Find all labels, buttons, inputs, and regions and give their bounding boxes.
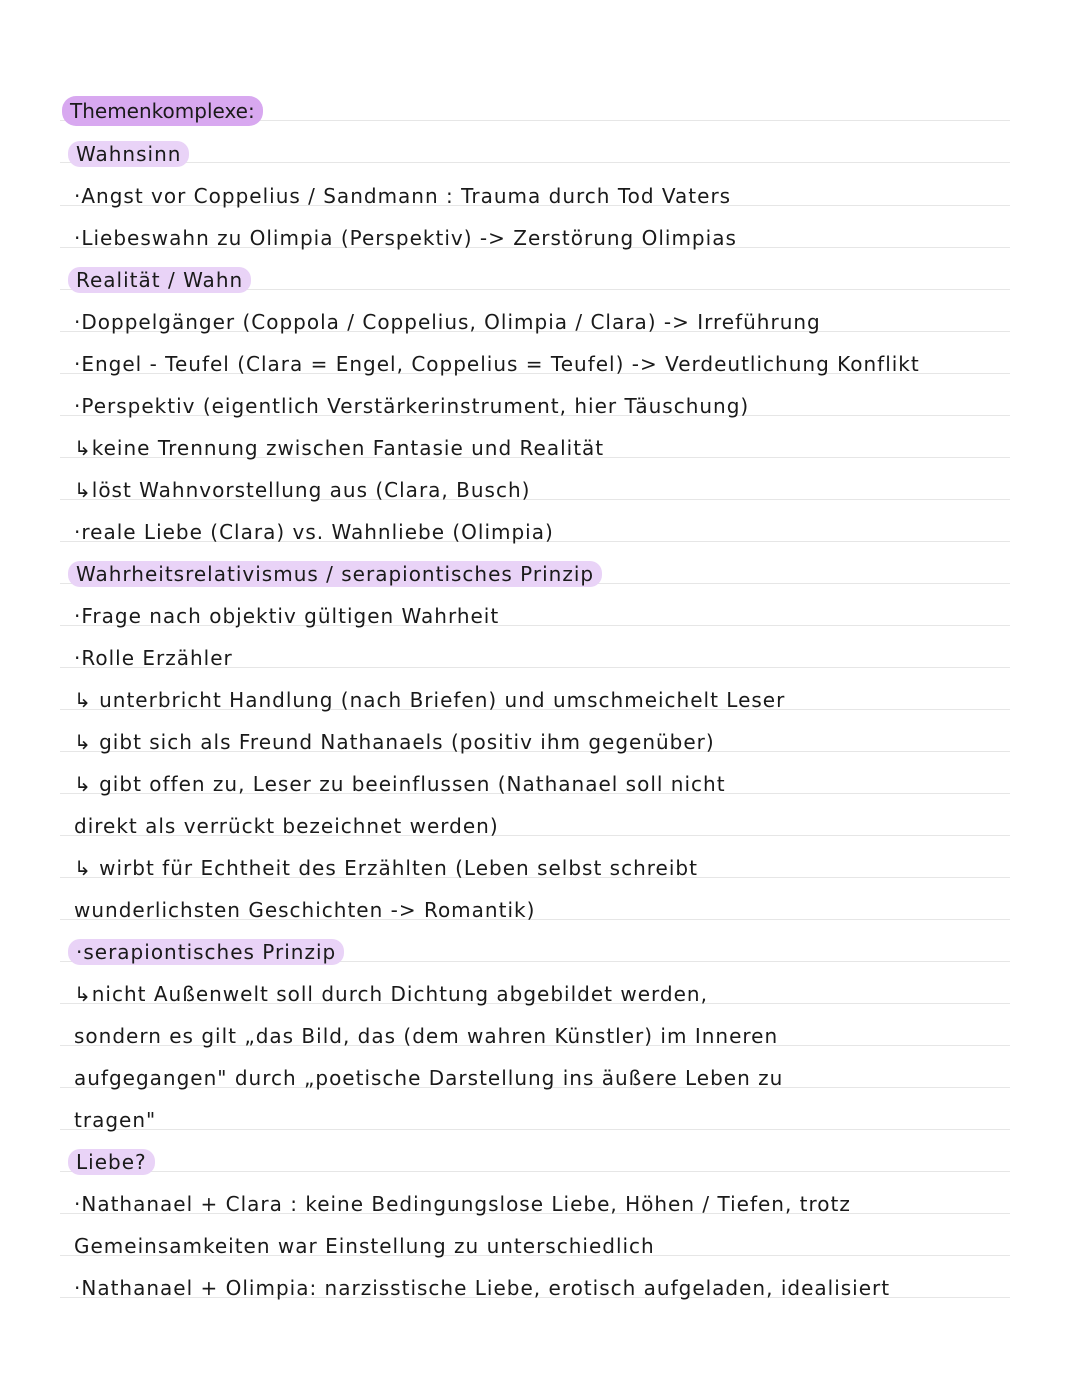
section-heading <box>74 266 1014 294</box>
note-line: ·Nathanael + Olimpia: narzisstische Liebe, erotisch aufgeladen, idealisiert <box>74 1276 891 1300</box>
note-line: sondern es gilt „das Bild, das (dem wahren Künstler) im Inneren <box>74 1024 779 1048</box>
heading-highlight: ·serapiontisches Prinzip <box>68 939 344 965</box>
note-line: ↳ gibt sich als Freund Nathanaels (positiv ihm gegenüber) <box>74 730 715 754</box>
note-line: ·Liebeswahn zu Olimpia (Perspektiv) -> Zerstörung Olimpias <box>74 226 737 250</box>
note-line: ·Rolle Erzähler <box>74 646 233 670</box>
section-heading <box>74 140 1014 168</box>
note-line: ·Doppelgänger (Coppola / Coppelius, Olimpia / Clara) -> Irreführung <box>74 310 821 334</box>
note-line: ·Perspektiv (eigentlich Verstärkerinstrument, hier Täuschung) <box>74 394 750 418</box>
note-line: ·Nathanael + Clara : keine Bedingungslose Liebe, Höhen / Tiefen, trotz <box>74 1192 851 1216</box>
section-heading <box>74 1148 1014 1176</box>
note-line: ↳ unterbricht Handlung (nach Briefen) und umschmeichelt Leser <box>74 688 786 712</box>
heading-highlight: Realität / Wahn <box>68 267 251 293</box>
note-line: ↳keine Trennung zwischen Fantasie und Realität <box>74 436 605 460</box>
note-line: ·Engel - Teufel (Clara = Engel, Coppelius = Teufel) -> Verdeutlichung Konflikt <box>74 352 920 376</box>
note-line: tragen" <box>74 1108 157 1132</box>
note-line: ↳ gibt offen zu, Leser zu beeinflussen (Nathanael soll nicht <box>74 772 726 796</box>
note-line: ·Frage nach objektiv gültigen Wahrheit <box>74 604 500 628</box>
note-line: ↳nicht Außenwelt soll durch Dichtung abgebildet werden, <box>74 982 708 1006</box>
heading-highlight: Wahnsinn <box>68 141 189 167</box>
note-line: ·reale Liebe (Clara) vs. Wahnliebe (Olimpia) <box>74 520 554 544</box>
note-line: ↳löst Wahnvorstellung aus (Clara, Busch) <box>74 478 531 502</box>
note-line: Gemeinsamkeiten war Einstellung zu unterschiedlich <box>74 1234 655 1258</box>
page-title: Themenkomplexe: <box>62 96 263 126</box>
note-line: ·Angst vor Coppelius / Sandmann : Trauma durch Tod Vaters <box>74 184 732 208</box>
note-line: direkt als verrückt bezeichnet werden) <box>74 814 499 838</box>
heading-highlight: Liebe? <box>68 1149 155 1175</box>
note-line: wunderlichsten Geschichten -> Romantik) <box>74 898 536 922</box>
section-heading <box>74 938 1014 966</box>
note-line: aufgegangen" durch „poetische Darstellung ins äußere Leben zu <box>74 1066 784 1090</box>
heading-highlight: Wahrheitsrelativismus / serapiontisches Prinzip <box>68 561 602 587</box>
note-line: ↳ wirbt für Echtheit des Erzählten (Leben selbst schreibt <box>74 856 698 880</box>
section-heading <box>74 560 1014 588</box>
